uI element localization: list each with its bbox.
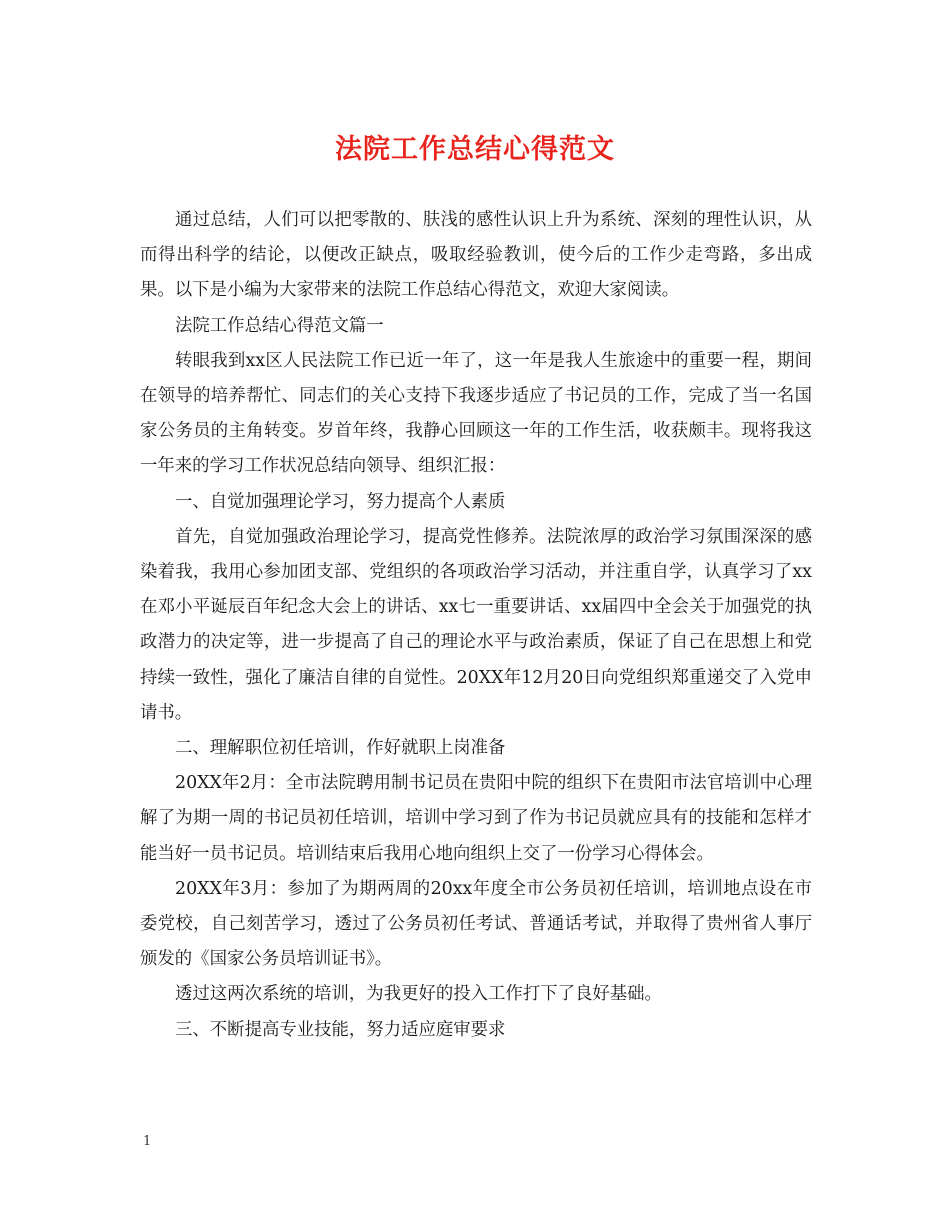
page-number: 1 <box>143 1134 152 1149</box>
paragraph-intro: 通过总结，人们可以把零散的、肤浅的感性认识上升为系统、深刻的理性认识，从而得出科学的结论，以便改正缺点，吸取经验教训，使今后的工作少走弯路，多出成果。以下是小编为大家带来的法院工作总结心得范文，欢迎大家阅读。 <box>140 210 812 301</box>
section-heading-professional-skills: 三、不断提高专业技能，努力适应庭审要求 <box>175 1019 506 1040</box>
paragraph-clerk-training: 20XX年2月：全市法院聘用制书记员在贵阳中院的组织下在贵阳市法官培训中心理解了为期一周的书记员初任培训，培训中学习到了作为书记员就应具有的技能和怎样才能当好一员书记员。培训结束后我用心地向组织上交了一份学习心得体会。 <box>140 773 812 864</box>
section-heading-training: 二、理解职位初任培训，作好就职上岗准备 <box>175 738 506 759</box>
document-body <box>140 203 812 1048</box>
paragraph-civil-servant-training: 20XX年3月：参加了为期两周的20xx年度全市公务员初任培训，培训地点设在市委党校，自己刻苦学习，透过了公务员初任考试、普通话考试，并取得了贵州省人事厅颁发的《国家公务员培训证书》。 <box>140 878 812 970</box>
paragraph-overview: 转眼我到xx区人民法院工作已近一年了，这一年是我人生旅途中的重要一程，期间在领导的培养帮忙、同志们的关心支持下我逐步适应了书记员的工作，完成了当一名国家公务员的主角转变。岁首年终，我静心回顾这一年的工作生活，收获颇丰。现将我这一年来的学习工作状况总结向领导、组织汇报： <box>140 350 812 477</box>
paragraph-training-summary: 透过这两次系统的培训，为我更好的投入工作打下了良好基础。 <box>175 984 662 1005</box>
section-heading-article-one: 法院工作总结心得范文篇一 <box>175 315 384 336</box>
paragraph-political-study: 首先，自觉加强政治理论学习，提高党性修养。法院浓厚的政治学习氛围深深的感染着我，我用心参加团支部、党组织的各项政治学习活动，并注重自学，认真学习了xx在邓小平诞辰百年纪念大会上的讲话、xx七一重要讲话、xx届四中全会关于加强党的执政潜力的决定等，进一步提高了自己的理论水平与政治素质，保证了自己在思想上和党持续一致性，强化了廉洁自律的自觉性。20XX年12月20日向党组织郑重递交了入党申请书。 <box>140 526 812 723</box>
document-title: 法院工作总结心得范文 <box>335 134 615 165</box>
section-heading-theory-study: 一、自觉加强理论学习，努力提高个人素质 <box>175 491 506 512</box>
